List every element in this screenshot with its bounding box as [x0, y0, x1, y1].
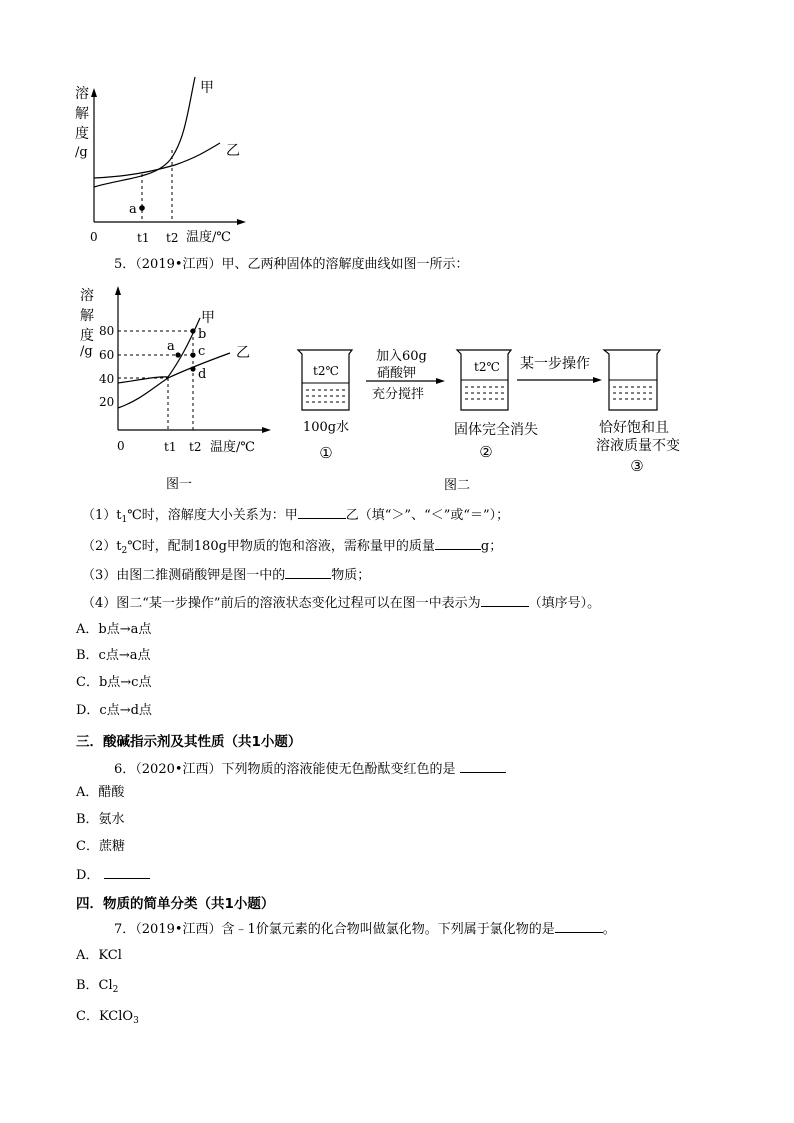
y-label-1: 溶 [75, 86, 89, 102]
q5-sub3: （3）由图二推测硝酸钾是图一中的 物质； [82, 568, 371, 583]
beaker3-caption-1: 恰好饱和且 [599, 420, 669, 436]
t1-label: t1 [164, 440, 177, 454]
q6-option-b[interactable]: B．氨水 [76, 812, 125, 827]
answer-blank-3[interactable] [285, 566, 331, 579]
origin: 0 [117, 439, 125, 453]
x-label: 温度/℃ [210, 440, 255, 455]
q6-option-d[interactable]: D． [76, 866, 150, 884]
arrow2-label: 某一步操作 [520, 356, 590, 372]
q6-option-c[interactable]: C．蔗糖 [76, 839, 125, 854]
q5-option-c[interactable]: C．b点→c点 [76, 675, 152, 690]
beaker1-label: t2℃ [313, 364, 339, 378]
beaker-2 [457, 350, 511, 410]
t2-label: t2 [189, 440, 202, 454]
label-a: a [167, 339, 175, 354]
q6-option-a[interactable]: A．醋酸 [76, 785, 125, 800]
y-label-2: 解 [80, 308, 94, 324]
t1-label: t1 [137, 231, 150, 245]
beaker-1 [298, 350, 352, 410]
beaker2-num: ② [479, 443, 493, 461]
arrow1-line3: 充分搅拌 [372, 387, 425, 402]
q5-option-b[interactable]: B．c点→a点 [76, 648, 151, 663]
beaker3-num: ③ [630, 457, 644, 475]
q7-option-b[interactable]: B．$Cl_2$ [76, 978, 119, 995]
fig2-caption: 图二 [443, 478, 470, 493]
label-c: c [198, 344, 206, 359]
label-jia: 甲 [200, 80, 214, 96]
q5-option-a[interactable]: A．b点→a点 [76, 622, 152, 637]
q5-sub1: $(1)t_1℃$时，溶解度大小关系为：甲 乙（填“＞”、“＜”或“＝”）； [82, 508, 510, 525]
y-label-4: /g [75, 145, 88, 160]
q5-option-d[interactable]: D．c点→d点 [76, 703, 152, 718]
beaker3-caption-2: 溶液质量不变 [596, 438, 680, 454]
y-label-3: 度 [75, 126, 89, 142]
q5-intro: 5．（2019•江西）甲、乙两种固体的溶解度曲线如图一所示： [114, 257, 469, 272]
q7-stem: 7．（2019•江西）含﹣1价氯元素的化合物叫做氯化物。下列属于氯化物的是 。 [114, 922, 616, 937]
tick-60: 60 [99, 348, 115, 362]
answer-blank-q7[interactable] [555, 920, 603, 933]
q6-stem: 6．（2020•江西）下列物质的溶液能使无色酚酞变红色的是 [114, 760, 506, 778]
x-label: 温度/℃ [186, 230, 231, 245]
label-d: d [198, 367, 207, 382]
y-label-3: 度 [80, 328, 94, 344]
q7-option-c[interactable]: C．KClO$_3$ [76, 1009, 139, 1026]
t2-label: t2 [166, 231, 179, 245]
beaker-3 [604, 350, 660, 410]
answer-blank-q6[interactable] [460, 760, 506, 773]
tick-40: 40 [99, 372, 115, 386]
tick-80: 80 [99, 324, 115, 338]
label-a: a [129, 202, 137, 217]
answer-blank-2[interactable] [435, 537, 481, 550]
y-label-4: /g [80, 344, 93, 359]
beaker1-caption: 100g水 [302, 420, 350, 435]
label-b: b [198, 327, 207, 342]
beaker2-label: t2℃ [474, 360, 500, 374]
section-3-title: 三．酸碱指示剂及其性质（共1小题） [76, 734, 302, 750]
section-4-title: 四．物质的简单分类（共1小题） [76, 896, 275, 912]
answer-blank-q6-d[interactable] [104, 866, 150, 879]
fig1-caption: 图一 [166, 477, 193, 492]
beaker1-num: ① [319, 444, 333, 462]
label-yi: 乙 [226, 143, 240, 159]
y-label-2: 解 [75, 106, 89, 122]
q7-option-a[interactable]: A．KCl [76, 948, 122, 963]
q5-sub2: $(2)t_2℃$时，配制180g甲物质的饱和溶液，需称量甲的质量 g； [82, 539, 503, 556]
label-yi: 乙 [236, 345, 250, 361]
y-label-1: 溶 [80, 288, 94, 304]
arrow1-line1: 加入60g [376, 349, 427, 364]
answer-blank-4[interactable] [481, 594, 529, 607]
answer-blank-1[interactable] [298, 506, 346, 519]
origin: 0 [90, 230, 98, 244]
q5-sub4: （4）图二“某一步操作”前后的溶液状态变化过程可以在图一中表示为 （填序号）。 [82, 596, 601, 611]
beaker2-caption: 固体完全消失 [454, 422, 538, 438]
arrow1-line2: 硝酸钾 [377, 366, 417, 381]
label-jia: 甲 [201, 310, 215, 326]
tick-20: 20 [99, 395, 115, 409]
